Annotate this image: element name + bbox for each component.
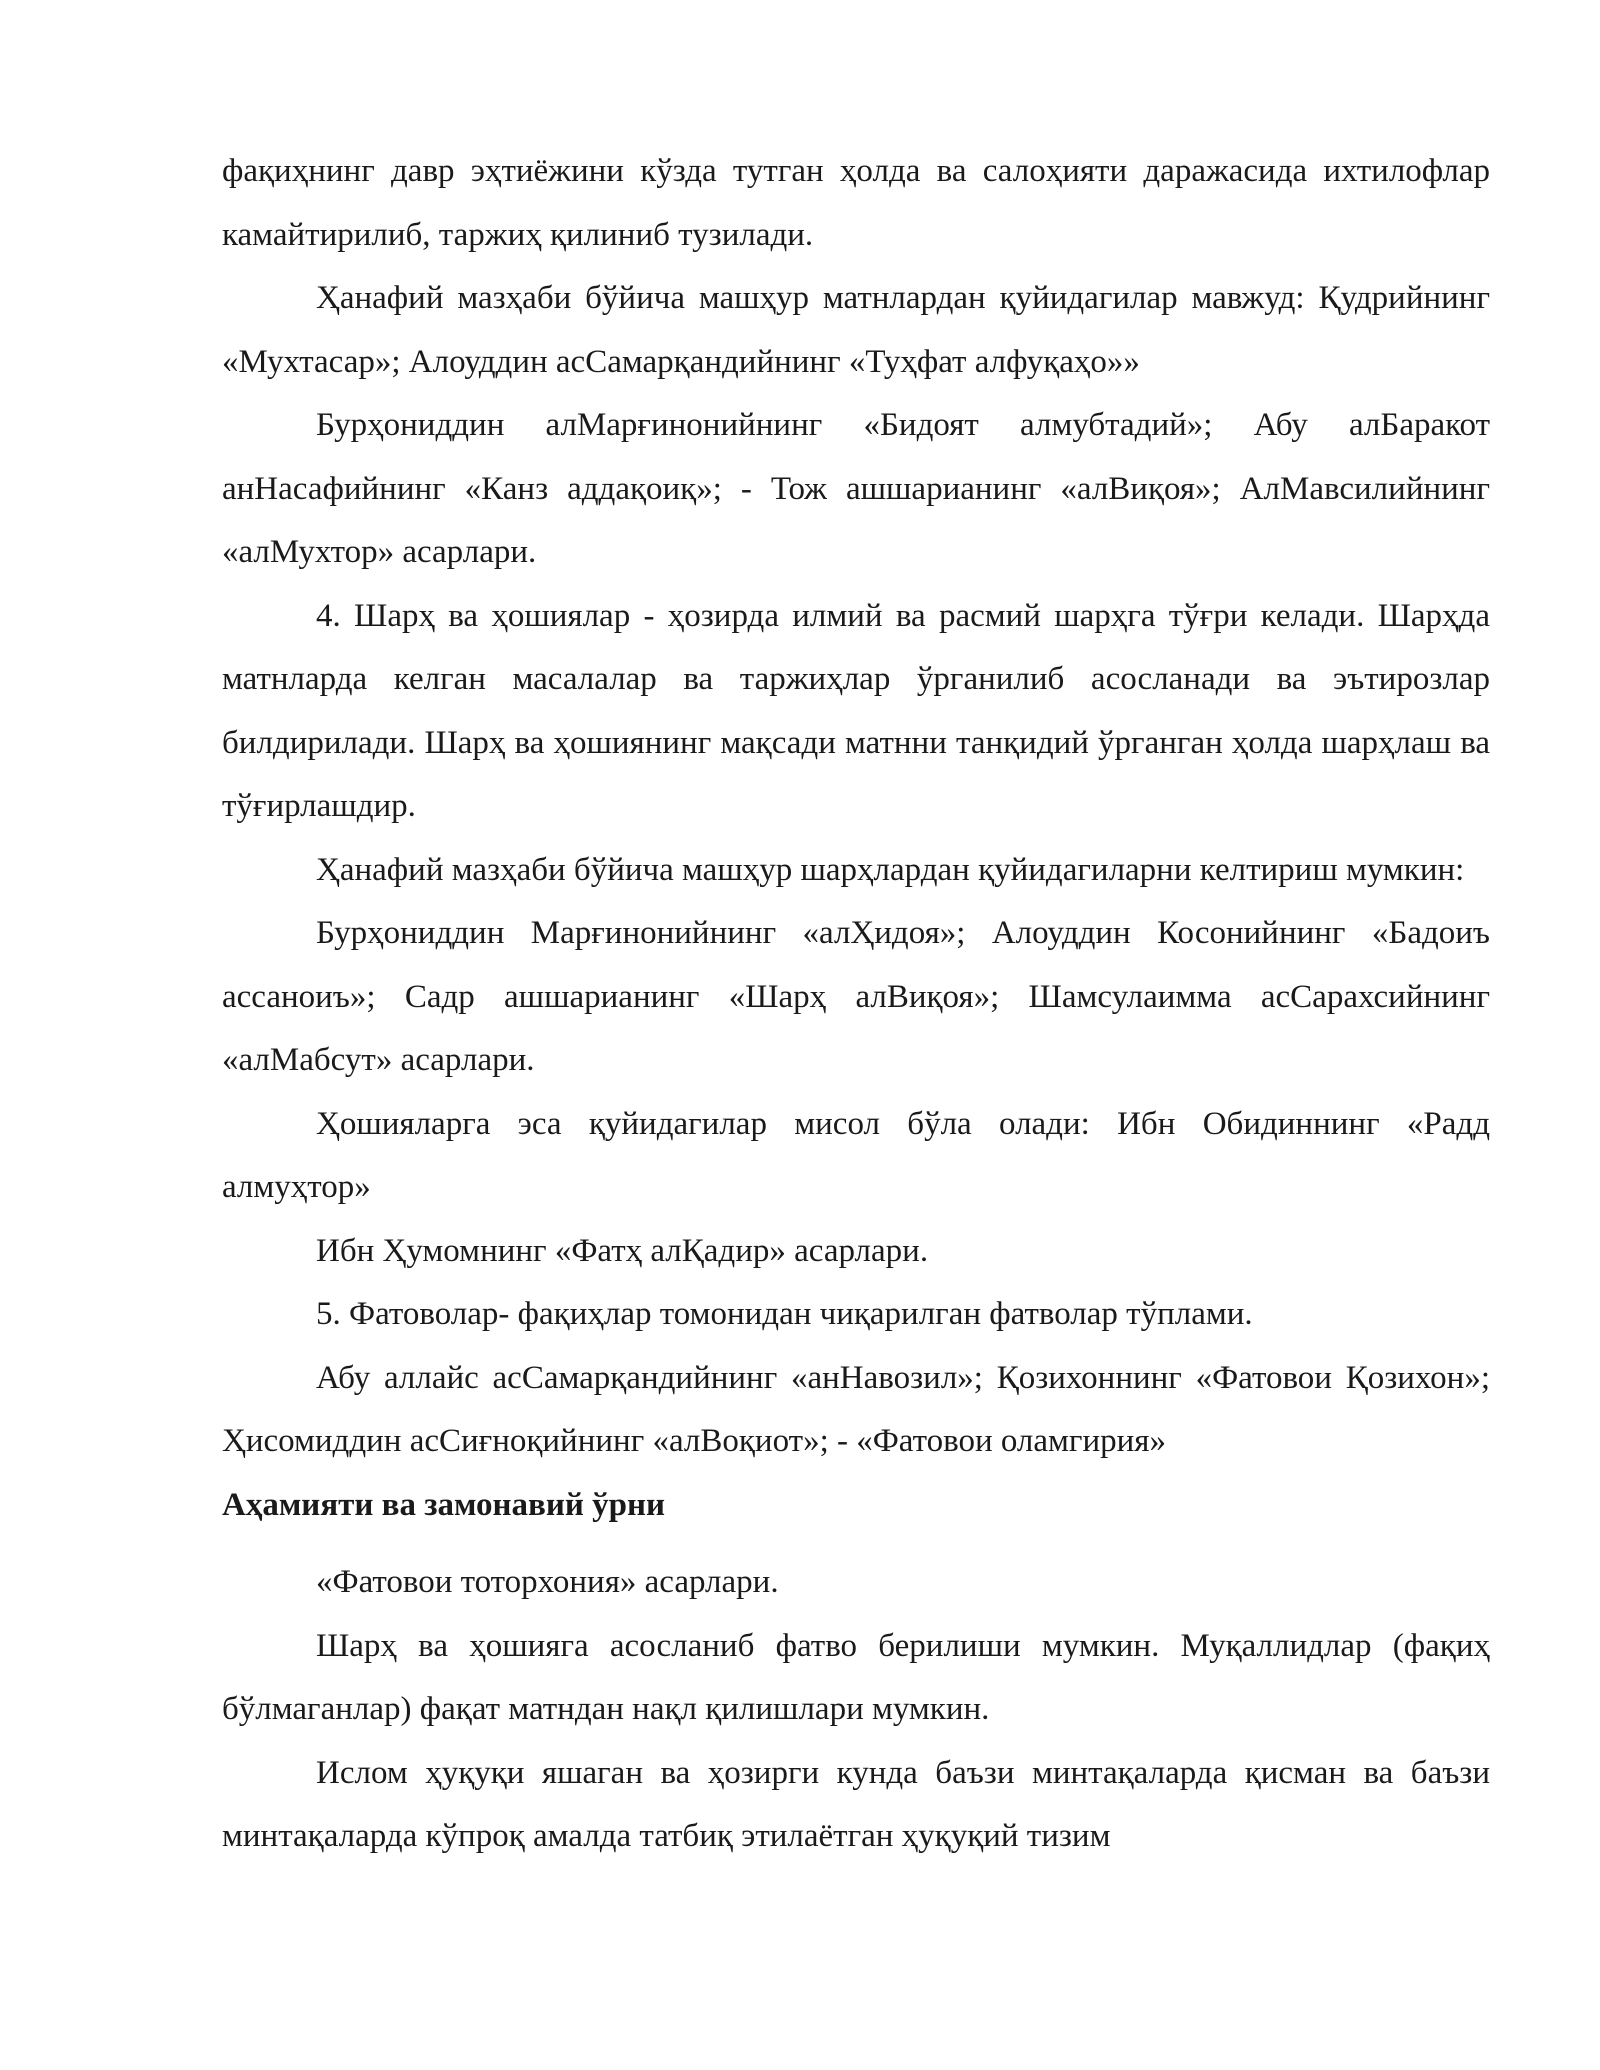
paragraph-fatwas: 5. Фатоволар- фақиҳлар томонидан чиқарилган фатволар тўплами. (316, 1296, 1253, 1332)
paragraph-texts-list: Бурҳониддин алМарғинонийнинг «Бидоят алмубтадий»; Абу алБаракот анНасафийнинг «Канз аддақоиқ»; - Тож ашшарианинг «алВиқоя»; АлМавсилийнинг «алМухтор» асарлари. (222, 407, 1490, 570)
document-body (222, 140, 1490, 1869)
paragraph-glosses: Ҳошияларга эса қуйидагилар мисол бўла олади: Ибн Обидиннинг «Радд алмуҳтор» (222, 1105, 1490, 1205)
paragraph-fatwas-list: Абу аллайс асСамарқандийнинг «анНавозил»; Қозихоннинг «Фатовои Қозихон»; Ҳисомиддин асСиғноқийнинг «алВоқиот»; - «Фатовои оламгирия» (222, 1359, 1490, 1459)
paragraph-commentaries-list: Бурҳониддин Марғинонийнинг «алҲидоя»; Алоуддин Косонийнинг «Бадоиъ ассаноиъ»; Садр ашшарианинг «Шарҳ алВиқоя»; Шамсулаимма асСарахсийнинг «алМабсут» асарлари. (222, 915, 1490, 1078)
paragraph-hanafi-texts: Ҳанафий мазҳаби бўйича машҳур матнлардан қуйидагилар мавжуд: Қудрийнинг «Мухтасар»; Алоуддин асСамарқандийнинг «Туҳфат алфуқаҳо»» (222, 280, 1490, 380)
paragraph-fatwa-basis: Шарҳ ва ҳошияга асосланиб фатво берилиши мумкин. Муқаллидлар (фақиҳ бўлмаганлар) фақат матндан нақл қилишлари мумкин. (222, 1627, 1490, 1727)
paragraph-commentaries: 4. Шарҳ ва ҳошиялар - ҳозирда илмий ва расмий шарҳга тўғри келади. Шарҳда матнларда келган масалалар ва таржиҳлар ўрганилиб асосланади ва эътирозлар билдирилади. Шарҳ ва ҳошиянинг мақсади матнни танқидий ўрганган ҳолда шарҳлаш ва тўғирлашдир. (222, 597, 1490, 824)
paragraph-continuation: фақиҳнинг давр эҳтиёжини кўзда тутган ҳолда ва салоҳияти даражасида ихтилофлар камайтирилиб, таржиҳ қилиниб тузилади. (222, 153, 1490, 253)
paragraph-totorxoniya: «Фатовои тоторхония» асарлари. (316, 1564, 779, 1600)
paragraph-ibn-humom: Ибн Ҳумомнинг «Фатҳ алҚадир» асарлари. (316, 1232, 929, 1269)
paragraph-islamic-law: Ислом ҳуқуқи яшаган ва ҳозирги кунда баъзи минтақаларда қисман ва баъзи минтақаларда кўпроқ амалда татбиқ этилаётган ҳуқуқий тизим (222, 1754, 1490, 1854)
heading-spacer (222, 1537, 1490, 1551)
section-heading: Аҳамияти ва замонавий ўрни (222, 1486, 666, 1523)
paragraph-hanafi-commentaries: Ҳанафий мазҳаби бўйича машҳур шарҳлардан қуйидагиларни келтириш мумкин: (316, 851, 1465, 888)
